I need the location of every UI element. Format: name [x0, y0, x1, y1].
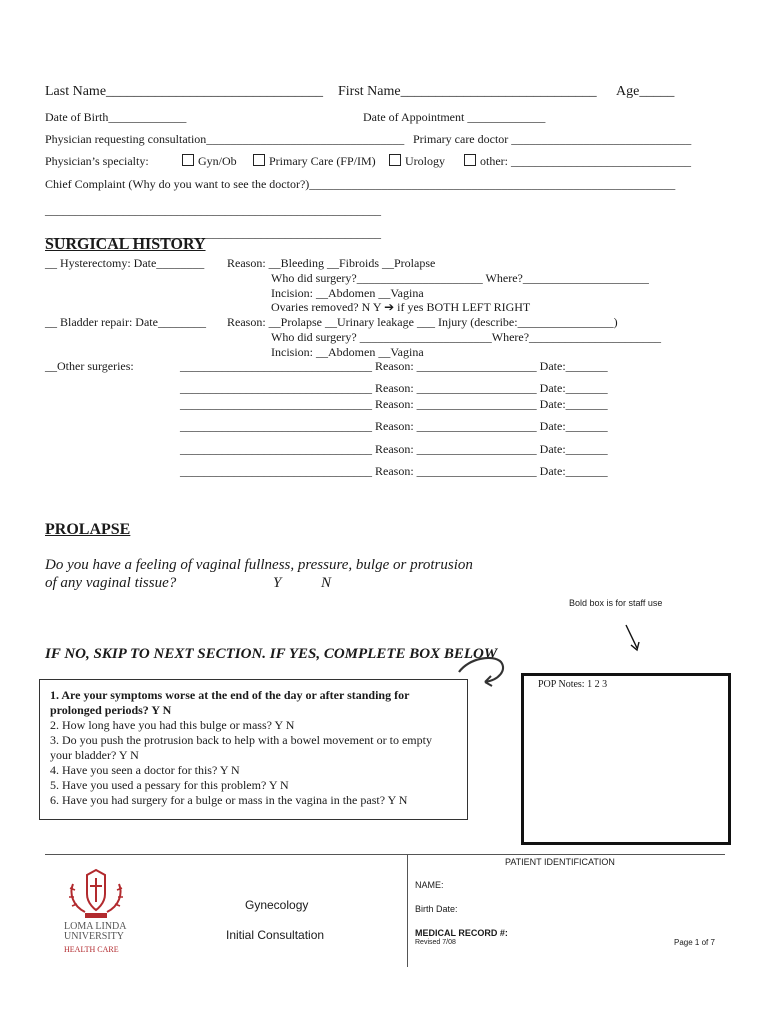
birth-date-field[interactable]: Birth Date: — [415, 904, 458, 914]
prolapse-question-list — [50, 688, 432, 808]
question-item[interactable]: 3. Do you push the protrusion back to help with a bowel movement or to empty — [50, 733, 432, 747]
bladder-repair-reason[interactable]: Reason: __Prolapse __Urinary leakage ___ Injury (describe:________________) — [227, 315, 618, 329]
checkbox-icon — [253, 154, 265, 166]
hysterectomy-reason[interactable]: Reason: __Bleeding __Fibroids __Prolapse — [227, 256, 436, 270]
prolapse-no-option[interactable]: N — [321, 575, 332, 591]
first-name-field[interactable]: First Name____________________________ — [338, 84, 597, 99]
other-surgery-row[interactable]: ________________________________ Reason: ____________________ Date:_______ — [180, 359, 608, 373]
option-label: Primary Care (FP/IM) — [269, 154, 376, 168]
prolapse-question-line-2: of any vaginal tissue? — [45, 575, 177, 591]
question-item[interactable]: your bladder? Y N — [50, 748, 139, 762]
other-surgeries-label[interactable]: __Other surgeries: — [45, 359, 134, 373]
other-surgery-row[interactable]: ________________________________ Reason: ____________________ Date:_______ — [180, 397, 608, 411]
page-number: Page 1 of 7 — [674, 938, 715, 947]
option-label: other: ______________________________ — [480, 154, 691, 168]
chief-complaint-line-2[interactable]: ________________________________________________________ — [45, 203, 381, 217]
skip-instruction: IF NO, SKIP TO NEXT SECTION. IF YES, COMPLETE BOX BELOW — [45, 646, 498, 662]
specialty-other-checkbox[interactable] — [464, 154, 691, 169]
medical-record-field[interactable]: MEDICAL RECORD #: — [415, 928, 508, 938]
other-surgery-row[interactable]: ________________________________ Reason: ____________________ Date:_______ — [180, 419, 608, 433]
checkbox-icon — [389, 154, 401, 166]
prolapse-yes-option[interactable]: Y — [273, 575, 282, 591]
prolapse-question-line-1: Do you have a feeling of vaginal fullness, pressure, bulge or protrusion — [45, 557, 473, 573]
other-surgery-row[interactable]: ________________________________ Reason: ____________________ Date:_______ — [180, 442, 608, 456]
last-name-field[interactable]: Last Name_______________________________ — [45, 84, 324, 99]
logo-line-1: LOMA LINDA — [64, 921, 127, 932]
question-item[interactable]: 6. Have you had surgery for a bulge or mass in the vagina in the past? Y N — [50, 793, 408, 807]
bladder-repair-incision[interactable]: Incision: __Abdomen __Vagina — [271, 345, 424, 359]
bladder-repair-field[interactable]: __ Bladder repair: Date________ — [45, 315, 206, 329]
age-field[interactable]: Age_____ — [616, 84, 675, 99]
specialty-gynob-checkbox[interactable] — [182, 154, 237, 169]
question-item[interactable]: 2. How long have you had this bulge or mass? Y N — [50, 718, 295, 732]
question-item[interactable]: 1. Are your symptoms worse at the end of the day or after standing for — [50, 688, 410, 702]
requesting-physician-field[interactable]: Physician requesting consultation_________________________________ — [45, 132, 405, 146]
chief-complaint-field[interactable]: Chief Complaint (Why do you want to see the doctor?)_____________________________________________________________ — [45, 177, 676, 191]
logo-line-3: HEALTH CARE — [64, 945, 119, 954]
logo-text — [64, 922, 127, 955]
question-item[interactable]: 4. Have you seen a doctor for this? Y N — [50, 763, 240, 777]
university-seal-icon — [65, 866, 127, 922]
form-name: Initial Consultation — [226, 928, 325, 942]
prolapse-heading: PROLAPSE — [45, 521, 131, 538]
staff-use-note: Bold box is for staff use — [569, 598, 663, 608]
specialty-primary-care-checkbox[interactable] — [253, 154, 376, 169]
checkbox-icon — [464, 154, 476, 166]
primary-care-doctor-field[interactable]: Primary care doctor ______________________________ — [413, 132, 692, 146]
staff-use-box[interactable] — [521, 673, 731, 845]
arrow-down-icon — [624, 623, 642, 653]
dob-field[interactable]: Date of Birth_____________ — [45, 110, 187, 124]
appointment-date-field[interactable]: Date of Appointment _____________ — [363, 110, 546, 124]
bladder-repair-who[interactable]: Who did surgery? ______________________Where?______________________ — [271, 330, 662, 344]
hysterectomy-incision[interactable]: Incision: __Abdomen __Vagina — [271, 286, 424, 300]
logo-line-2: UNIVERSITY — [64, 931, 124, 942]
prolapse-questions-box — [39, 679, 468, 820]
hysterectomy-who[interactable]: Who did surgery?_____________________ Where?_____________________ — [271, 271, 649, 285]
other-surgery-row[interactable]: ________________________________ Reason: ____________________ Date:_______ — [180, 381, 608, 395]
option-label: Urology — [405, 154, 445, 168]
pop-notes-label: POP Notes: 1 2 3 — [538, 679, 608, 690]
other-surgery-row[interactable]: ________________________________ Reason: ____________________ Date:_______ — [180, 464, 608, 478]
revised-date: Revised 7/08 — [415, 939, 456, 946]
chief-complaint-line-3[interactable]: ________________________________________________________ — [45, 226, 381, 240]
surgical-history-heading: SURGICAL HISTORY — [45, 236, 206, 253]
department-name: Gynecology — [245, 898, 309, 912]
footer-divider — [45, 854, 725, 855]
question-item[interactable]: 5. Have you used a pessary for this problem? Y N — [50, 778, 289, 792]
ovaries-removed[interactable]: Ovaries removed? N Y ➔ if yes BOTH LEFT RIGHT — [271, 300, 531, 314]
hysterectomy-field[interactable]: __ Hysterectomy: Date________ — [45, 256, 205, 270]
question-item[interactable]: prolonged periods? Y N — [50, 703, 172, 717]
patient-id-heading: PATIENT IDENTIFICATION — [505, 857, 615, 867]
specialty-label: Physician’s specialty: — [45, 154, 149, 168]
option-label: Gyn/Ob — [198, 154, 237, 168]
footer-vertical-divider — [407, 855, 408, 967]
patient-name-field[interactable]: NAME: — [415, 880, 444, 890]
checkbox-icon — [182, 154, 194, 166]
specialty-urology-checkbox[interactable] — [389, 154, 445, 169]
